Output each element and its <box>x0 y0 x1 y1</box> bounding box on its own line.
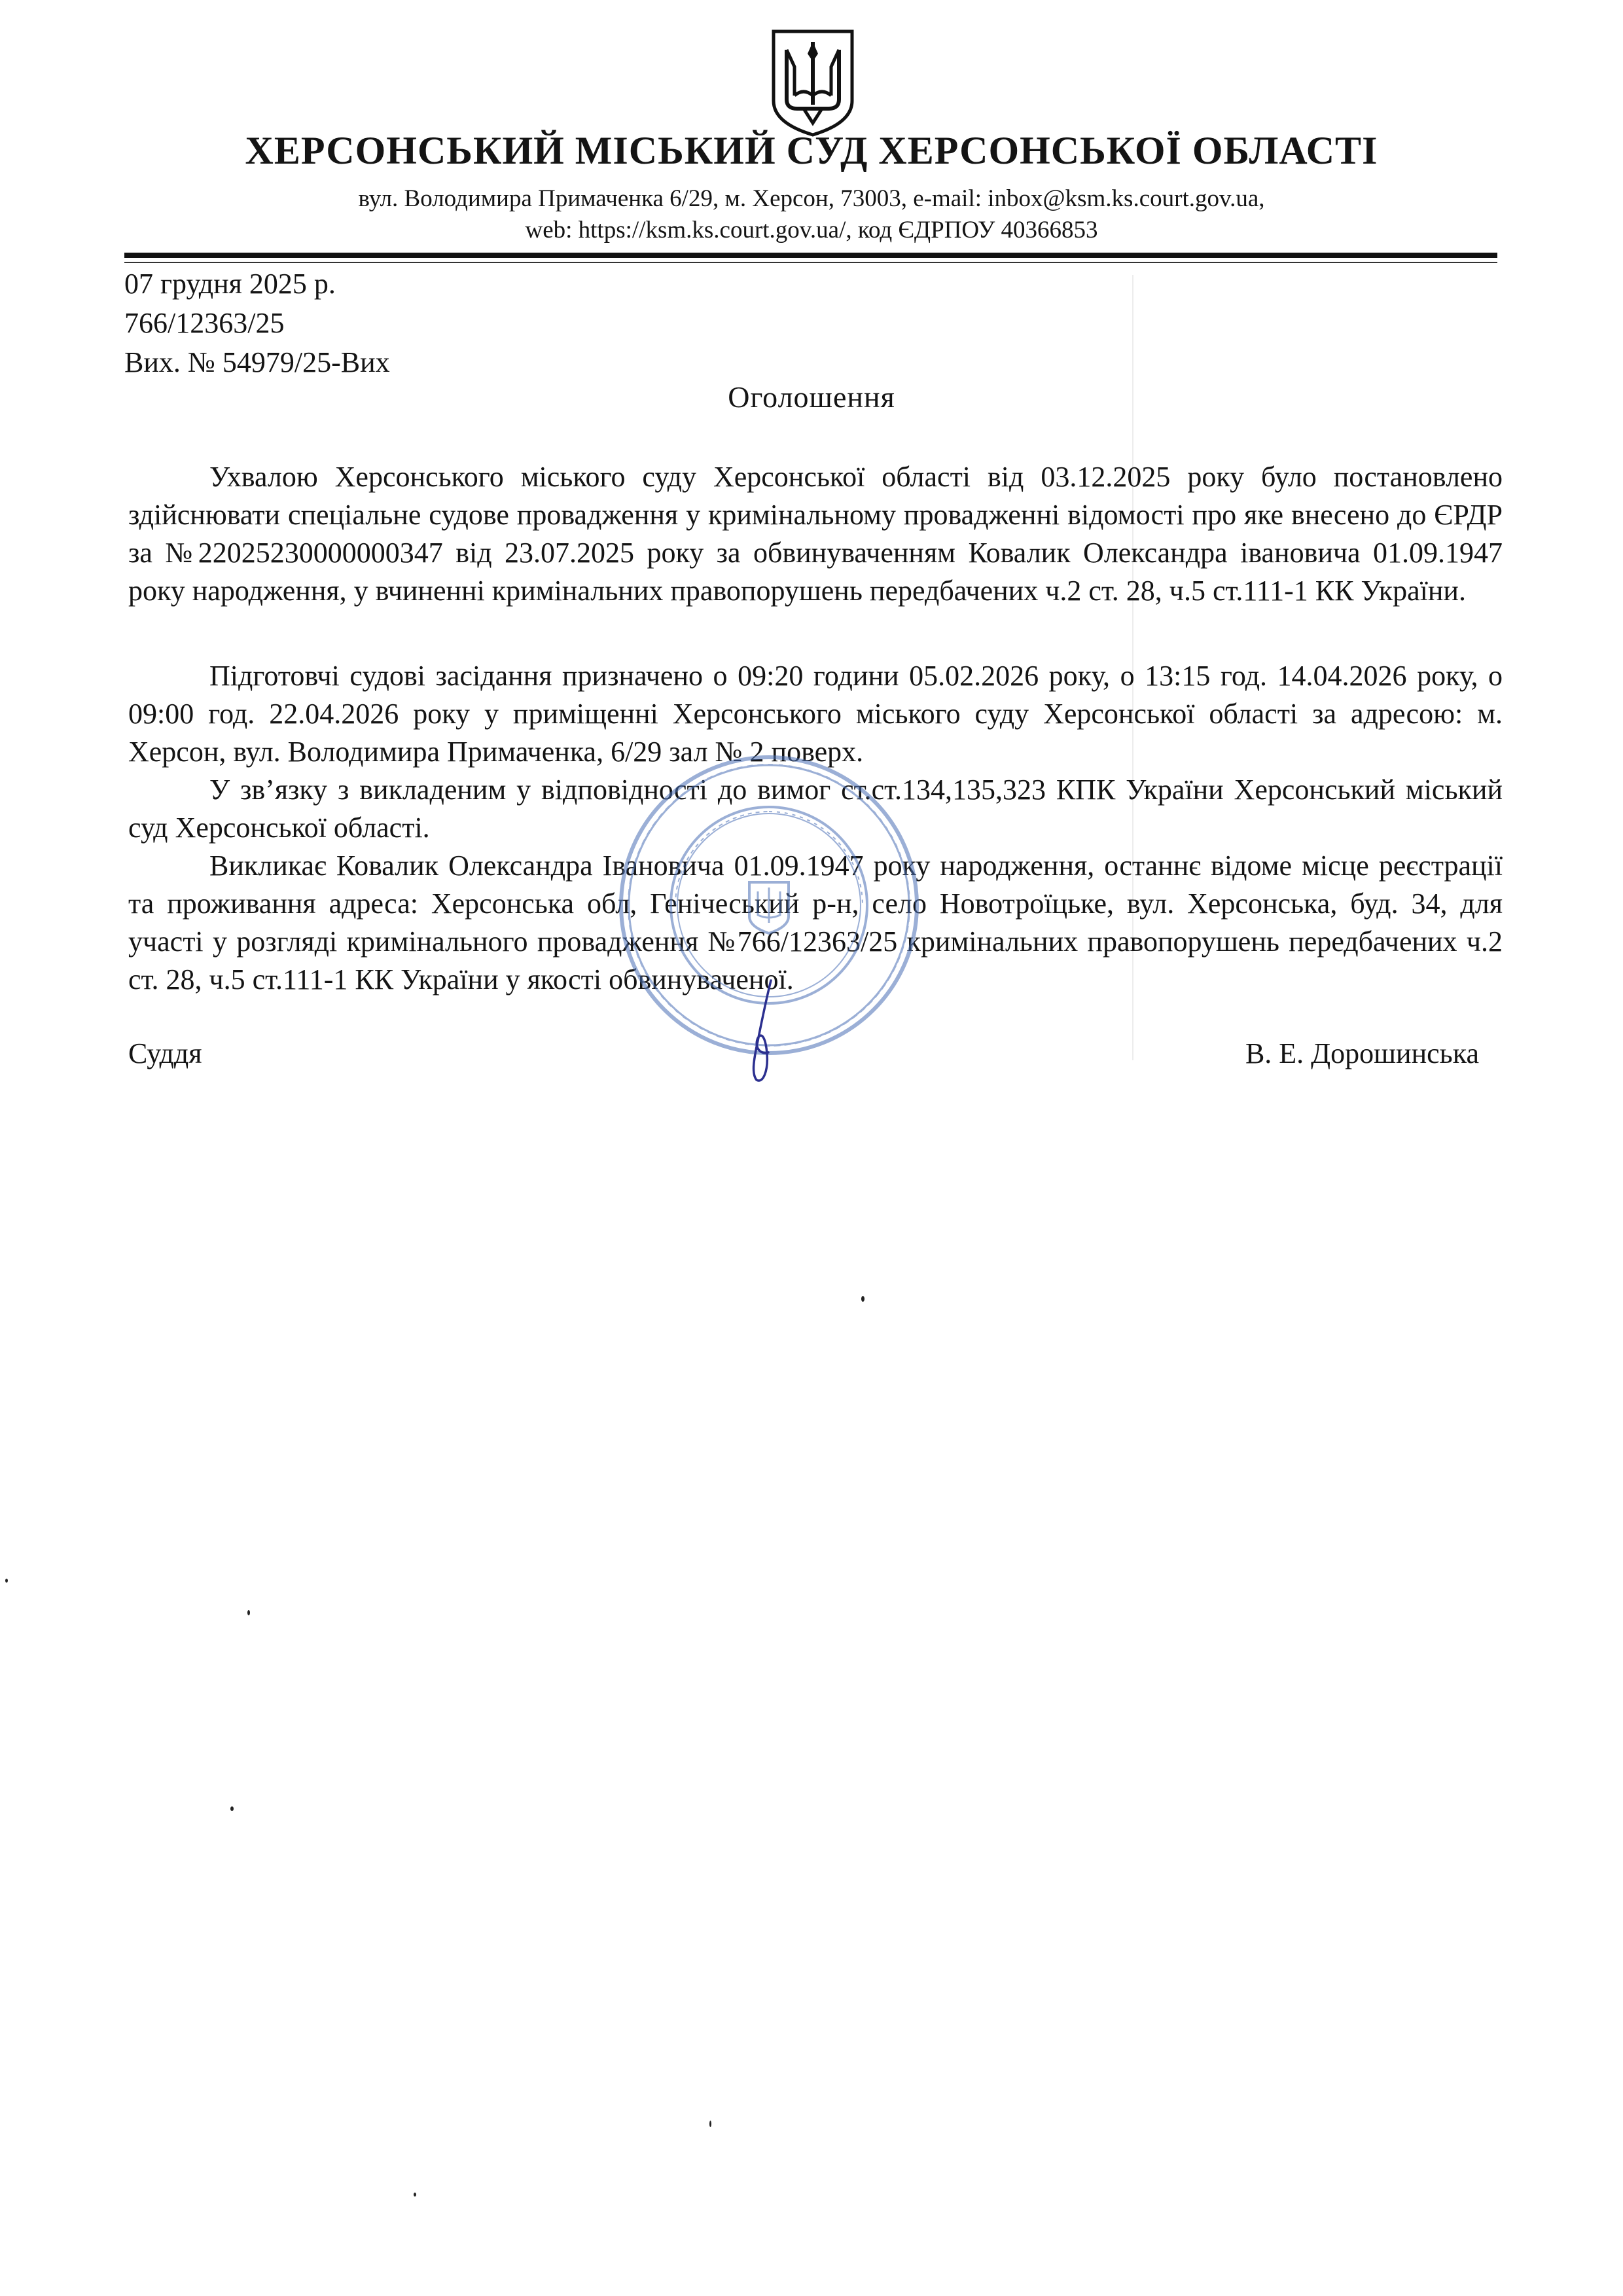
header-divider <box>124 253 1497 258</box>
outgoing-number: Вих. № 54979/25-Вих <box>124 346 390 378</box>
scan-speck <box>230 1806 234 1811</box>
paragraph-legal-basis: У зв’язку з викладеним у відповідності до вимог ст.ст.134,135,323 КПК України Херсонський міський суд Херсонської області. <box>128 774 1503 844</box>
paragraph-ruling: Ухвалою Херсонського міського суду Херсонської області від 03.12.2025 року було постановлено здійснювати спеціальне судове провадження у кримінальному провадженні відомості про яке внесено до ЄРДР за №22025230000000347 від 23.07.2025 року за обвинуваченням Ковалик Олександра івановича 01.09.1947 року народження, у вчиненні кримінальних правопорушень передбачених ч.2 ст. 28, ч.5 ст.111-1 КК України. <box>128 461 1503 607</box>
header-divider-thin <box>124 262 1497 263</box>
scan-speck <box>247 1610 250 1615</box>
document-date: 07 грудня 2025 р. <box>124 268 336 300</box>
paragraph-hearings: Підготовчі судові засідання призначено о 09:20 години 05.02.2026 року, о 13:15 год. 14.04.2026 року, о 09:00 год. 22.04.2026 року у приміщенні Херсонського міського суду Херсонської області за адресою: м. Херсон, вул. Володимира Примаченка, 6/29 зал № 2 поверх. <box>128 660 1503 768</box>
scan-speck <box>5 1579 8 1583</box>
scan-speck <box>414 2193 416 2197</box>
signature-mark <box>732 975 804 1086</box>
state-emblem-icon <box>767 27 859 137</box>
court-name-heading: ХЕРСОНСЬКИЙ МІСЬКИЙ СУД ХЕРСОНСЬКОЇ ОБЛАСТІ <box>245 129 1378 172</box>
judge-name: В. Е. Дорошинська <box>1245 1037 1479 1069</box>
case-number: 766/12363/25 <box>124 307 285 339</box>
scan-speck <box>709 2121 711 2127</box>
court-web-line: web: https://ksm.ks.court.gov.ua/, код ЄДРПОУ 40366853 <box>525 217 1098 243</box>
paragraph-summons: Викликає Ковалик Олександра Івановича 01.09.1947 року народження, останнє відоме місце реєстрації та проживання адреса: Херсонська обл, Генічеський р-н, село Новотроїцьке, вул. Херсонська, буд. 34, для участі у розгляді кримінального провадження №766/12363/25 кримінальних правопорушень передбачених ч.2 ст. 28, ч.5 ст.111-1 КК України у якості обвинуваченої. <box>128 850 1503 996</box>
document-title: Оголошення <box>728 380 895 414</box>
court-address-line: вул. Володимира Примаченка 6/29, м. Херсон, 73003, e-mail: inbox@ksm.ks.court.gov.ua, <box>358 185 1265 212</box>
signature-role: Суддя <box>128 1037 202 1069</box>
scan-speck <box>861 1296 865 1302</box>
